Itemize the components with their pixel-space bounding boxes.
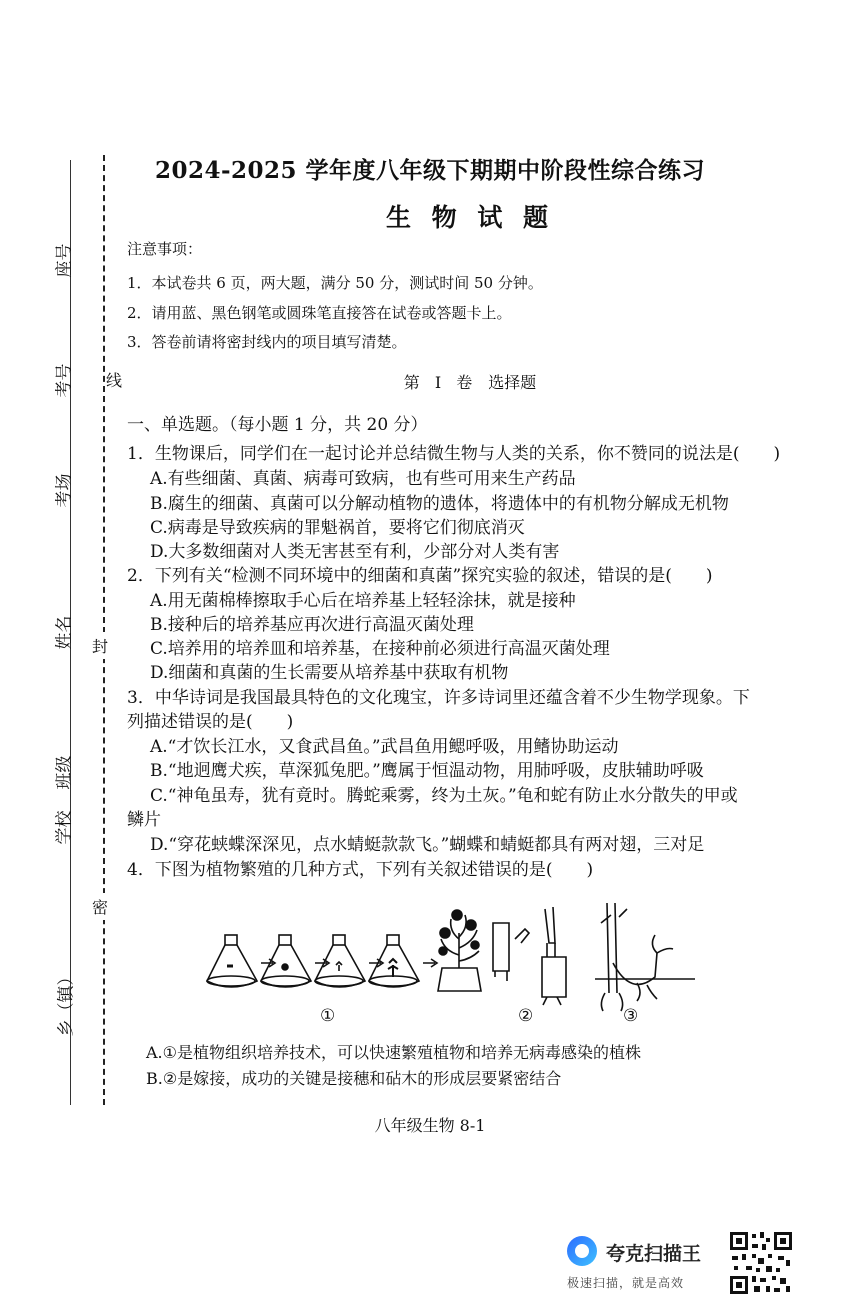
question-option: C.“神龟虽寿，犹有竟时。腾蛇乘雾，终为土灰。”龟和蛇有防止水分散失的甲或 [150,786,738,806]
question-option: A.“才饮长江水，又食武昌鱼。”武昌鱼用鳃呼吸，用鳍协助运动 [150,737,619,757]
seal-char-secret: 密 [92,893,108,920]
question-option: D.“穿花蛱蝶深深见，点水蜻蜓款款飞。”蝴蝶和蜻蜓都具有两对翅，三对足 [150,835,705,855]
part-heading: 一、单选题。（每小题 1 分，共 20 分） [127,415,428,435]
question-option: B.腐生的细菌、真菌可以分解动植物的遗体，将遗体中的有机物分解成无机物 [150,494,729,514]
question-option: A.用无菌棉棒擦取手心后在培养基上轻轻涂抹，就是接种 [150,591,576,611]
culture-flasks [207,910,481,991]
scanner-logo-inner [575,1244,589,1258]
question-option: A.有些细菌、真菌、病毒可致病，也有些可用来生产药品 [150,469,576,489]
question-stem: 3．中华诗词是我国最具特色的文化瑰宝，许多诗词里还蕴含着不少生物学现象。下 [127,688,750,708]
exam-room-label: 考场 [54,473,75,508]
notes-heading: 注意事项： [127,240,203,258]
layering-illustration [595,903,695,1011]
qr-code-icon [728,1230,794,1296]
figure-label: ② [518,1006,534,1026]
scanner-brand: 夸克扫描王 [606,1243,702,1265]
propagation-figure [195,893,695,1033]
grafting-illustration [493,907,566,1005]
exam-number-label: 考号 [54,363,75,398]
page-footer: 八年级生物 8-1 [374,1116,486,1135]
question-option: C.病毒是导致疾病的罪魁祸首，要将它们彻底消灭 [150,518,525,538]
question-option: A.①是植物组织培养技术，可以快速繁殖植物和培养无病毒感染的植株 [146,1043,641,1062]
question-stem: 1．生物课后，同学们在一起讨论并总结微生物与人类的关系，你不赞同的说法是( ) [127,444,781,464]
question-option: C.培养用的培养皿和培养基，在接种前必须进行高温灭菌处理 [150,639,610,659]
question-option-cont: 鳞片 [127,810,161,830]
seat-number-label: 座号 [54,243,75,278]
figure-label: ③ [623,1006,639,1026]
question-option: D.细菌和真菌的生长需要从培养基中获取有机物 [150,663,509,683]
note-item: 2．请用蓝、黑色钢笔或圆珠笔直接答在试卷或答题卡上。 [127,304,512,322]
township-label: 乡（镇） [56,968,77,1037]
question-option: D.大多数细菌对人类无害甚至有利，少部分对人类有害 [150,542,560,562]
question-stem: 2．下列有关“检测不同环境中的细菌和真菌”探究实验的叙述，错误的是( ) [127,566,713,586]
question-option: B.接种后的培养基应再次进行高温灭菌处理 [150,615,474,635]
note-item: 1．本试卷共 6 页，两大题，满分 50 分，测试时间 50 分钟。 [127,274,543,292]
section-title: 第 Ⅰ 卷 选择题 [403,373,537,392]
school-label: 学校 [54,810,75,845]
question-option: B.“地迥鹰犬疾，草深狐兔肥。”鹰属于恒温动物，用肺呼吸，皮肤辅助呼吸 [150,761,704,781]
seal-dashed-line [103,155,105,1105]
page-subtitle: 生 物 试 题 [385,203,555,232]
question-stem: 4．下图为植物繁殖的几种方式，下列有关叙述错误的是( ) [127,860,594,880]
question-stem-cont: 列描述错误的是( ) [127,712,294,732]
name-label: 姓名 [54,615,75,650]
note-item: 3．答卷前请将密封线内的项目填写清楚。 [127,333,407,351]
seal-char-seal: 封 [92,632,108,659]
page-title: 2024-2025 学年度八年级下期期中阶段性综合练习 [154,157,706,184]
question-option: B.②是嫁接，成功的关键是接穗和砧木的形成层要紧密结合 [146,1069,562,1088]
seal-char-line: 线 [106,371,123,390]
class-label: 班级 [54,755,75,790]
figure-label: ① [320,1006,336,1026]
scanner-slogan: 极速扫描，就是高效 [567,1276,685,1290]
